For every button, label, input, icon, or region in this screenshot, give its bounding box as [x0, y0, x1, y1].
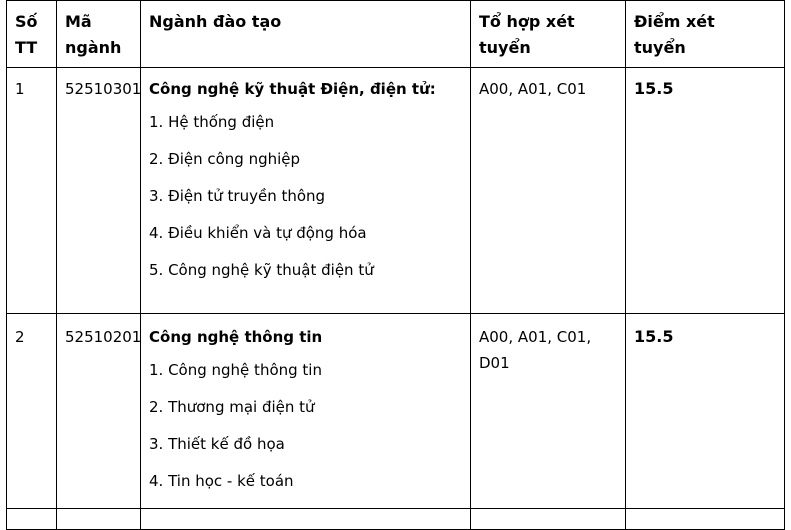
header-score-line2: tuyển [634, 38, 686, 57]
cell-combo [471, 314, 626, 509]
header-stt-line2: TT [15, 38, 38, 57]
major-sub-item: 3. Điện tử truyền thông [149, 187, 326, 205]
cell-major [141, 314, 471, 509]
admissions-table [6, 0, 785, 530]
cell-empty [471, 509, 626, 530]
table-row-partial [7, 509, 785, 530]
header-name-text: Ngành đào tạo [149, 12, 282, 31]
header-combo-line2: tuyển [479, 38, 531, 57]
header-stt [7, 1, 57, 68]
cell-major [141, 68, 471, 314]
cell-empty [626, 509, 785, 530]
cell-stt: 2 [7, 314, 57, 509]
major-sub-item: 2. Thương mại điện tử [149, 398, 315, 416]
major-sub-item: 4. Điều khiển và tự động hóa [149, 224, 367, 242]
table-row [7, 68, 785, 314]
major-sub-item: 2. Điện công nghiệp [149, 150, 301, 168]
cell-score: 15.5 [626, 314, 785, 509]
header-stt-line1: Số [15, 12, 38, 31]
combo-line2: D01 [479, 354, 510, 372]
major-title: Công nghệ kỹ thuật Điện, điện tử: [149, 80, 436, 98]
major-sub-item: 4. Tin học - kế toán [149, 472, 294, 490]
table-header-row [7, 1, 785, 68]
major-title: Công nghệ thông tin [149, 328, 323, 346]
table-row [7, 314, 785, 509]
header-score-line1: Điểm xét [634, 12, 715, 31]
cell-empty [7, 509, 57, 530]
cell-code: 52510201 [57, 314, 141, 509]
header-combo-line1: Tổ hợp xét [479, 12, 575, 31]
cell-combo [471, 68, 626, 314]
header-name [141, 1, 471, 68]
cell-code: 52510301 [57, 68, 141, 314]
cell-stt: 1 [7, 68, 57, 314]
major-sub-item: 5. Công nghệ kỹ thuật điện tử [149, 261, 374, 279]
combo-line1: A00, A01, C01 [479, 80, 587, 98]
header-code-line1: Mã [65, 12, 92, 31]
major-sub-item: 3. Thiết kế đồ họa [149, 435, 285, 453]
cell-empty [141, 509, 471, 530]
major-sub-item: 1. Công nghệ thông tin [149, 361, 322, 379]
combo-line1: A00, A01, C01, [479, 328, 592, 346]
major-sub-item: 1. Hệ thống điện [149, 113, 275, 131]
header-code-line2: ngành [65, 38, 122, 57]
header-code [57, 1, 141, 68]
header-combo [471, 1, 626, 68]
cell-score: 15.5 [626, 68, 785, 314]
cell-empty [57, 509, 141, 530]
header-score [626, 1, 785, 68]
